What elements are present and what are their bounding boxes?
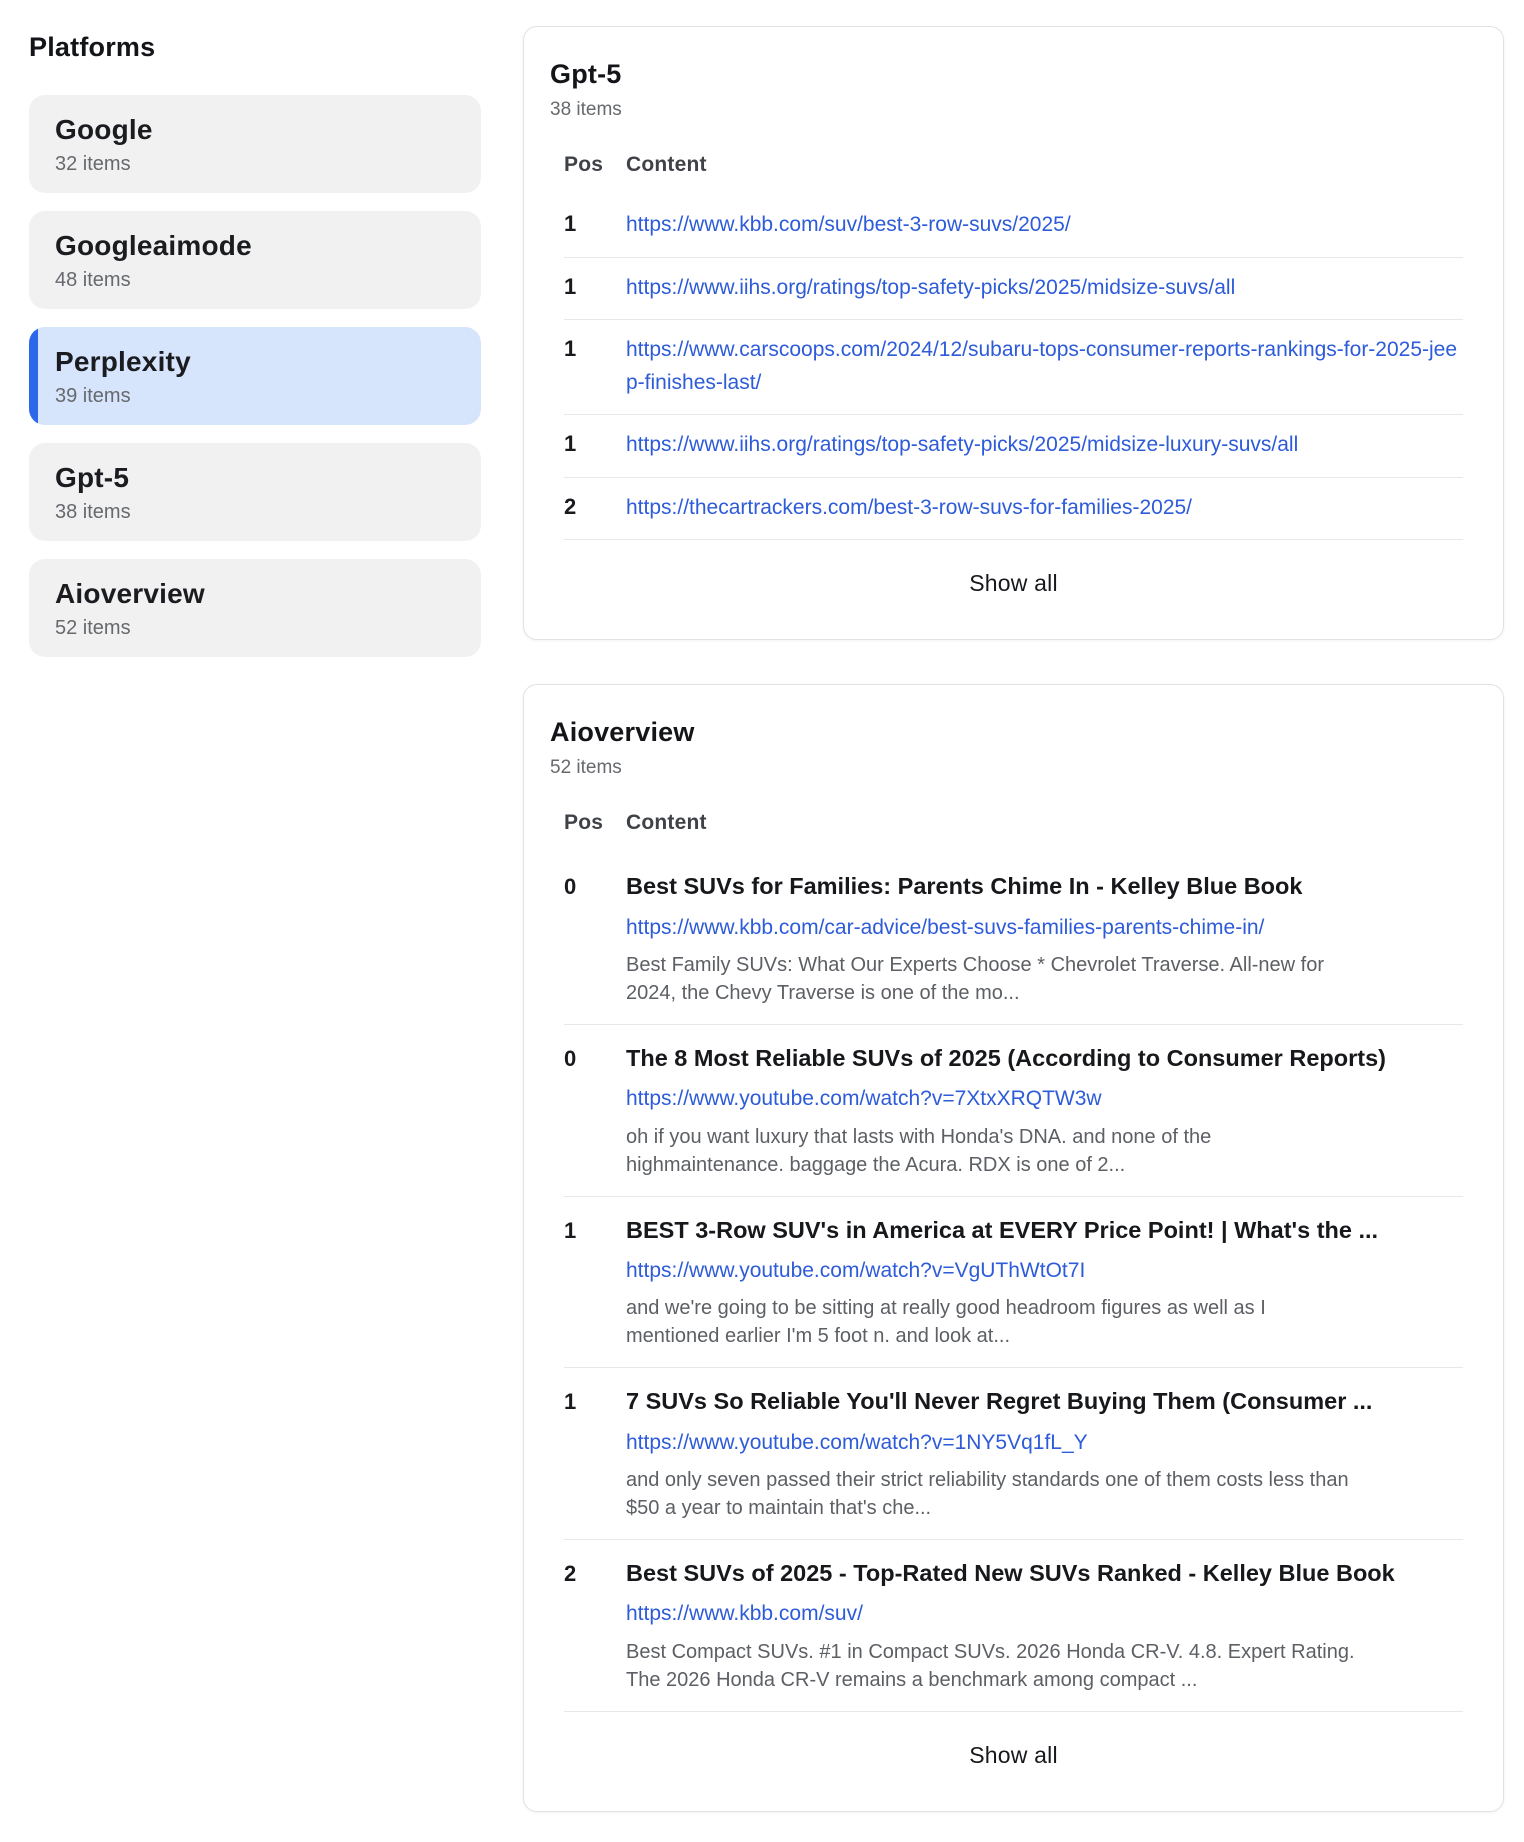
result-link[interactable]: https://www.carscoops.com/2024/12/subaru-tops-consumer-reports-rankings-for-2025-jeep-finishes-last/ bbox=[626, 338, 1458, 394]
platform-count: 32 items bbox=[55, 153, 131, 175]
result-link[interactable]: https://www.iihs.org/ratings/top-safety-picks/2025/midsize-luxury-suvs/all bbox=[626, 433, 1299, 457]
table-header bbox=[564, 811, 1463, 853]
result-snippet: Best Compact SUVs. #1 in Compact SUVs. 2026 Honda CR-V. 4.8. Expert Rating. The 2026 Honda CR-V remains a benchmark among compact ... bbox=[626, 1640, 1355, 1691]
table-row bbox=[564, 258, 1463, 321]
panel-gpt5 bbox=[523, 26, 1504, 640]
selected-accent-bar bbox=[29, 327, 38, 425]
position-value: 1 bbox=[564, 336, 577, 362]
position-value: 1 bbox=[564, 1217, 577, 1243]
position-value: 2 bbox=[564, 493, 577, 519]
panel-title: Aioverview bbox=[550, 717, 695, 748]
platform-count: 39 items bbox=[55, 385, 131, 407]
sidebar-title: Platforms bbox=[29, 32, 156, 62]
column-header-content: Content bbox=[626, 811, 707, 835]
sidebar-item-gpt5[interactable] bbox=[29, 443, 481, 541]
position-value: 0 bbox=[564, 874, 577, 900]
table-row bbox=[564, 1368, 1463, 1540]
sidebar-item-aioverview[interactable] bbox=[29, 559, 481, 657]
table-header bbox=[564, 153, 1463, 195]
table-row bbox=[564, 1540, 1463, 1712]
result-title: Best SUVs for Families: Parents Chime In - Kelley Blue Book bbox=[626, 873, 1303, 900]
column-header-pos: Pos bbox=[564, 153, 604, 176]
result-link[interactable]: https://www.youtube.com/watch?v=1NY5Vq1fL_Y bbox=[626, 1430, 1088, 1454]
result-link[interactable]: https://www.youtube.com/watch?v=7XtxXRQTW3w bbox=[626, 1087, 1102, 1111]
result-snippet: Best Family SUVs: What Our Experts Choose * Chevrolet Traverse. All-new for 2024, the Chevy Traverse is one of the mo... bbox=[626, 953, 1325, 1004]
result-link[interactable]: https://www.kbb.com/suv/best-3-row-suvs/2025/ bbox=[626, 213, 1071, 236]
platform-name: Googleaimode bbox=[55, 230, 252, 261]
result-title: The 8 Most Reliable SUVs of 2025 (According to Consumer Reports) bbox=[626, 1044, 1386, 1071]
result-title: 7 SUVs So Reliable You'll Never Regret Buying Them (Consumer ... bbox=[626, 1388, 1373, 1415]
show-all-button[interactable]: Show all bbox=[550, 540, 1477, 603]
position-value: 2 bbox=[564, 1560, 577, 1586]
result-link[interactable]: https://www.iihs.org/ratings/top-safety-picks/2025/midsize-suvs/all bbox=[626, 275, 1236, 299]
sidebar-item-perplexity[interactable] bbox=[29, 327, 481, 425]
position-value: 1 bbox=[564, 273, 577, 299]
panel-title: Gpt-5 bbox=[550, 59, 622, 89]
column-header-pos: Pos bbox=[564, 811, 604, 835]
platform-name: Google bbox=[55, 114, 153, 145]
platform-name: Perplexity bbox=[55, 346, 191, 377]
main-content bbox=[523, 26, 1504, 1812]
platform-name: Aioverview bbox=[55, 578, 205, 609]
result-snippet: and only seven passed their strict reliability standards one of them costs less than $50 a year to maintain that's che... bbox=[626, 1468, 1349, 1519]
platform-count: 52 items bbox=[55, 617, 131, 639]
result-title: Best SUVs of 2025 - Top-Rated New SUVs Ranked - Kelley Blue Book bbox=[626, 1559, 1395, 1586]
result-link[interactable]: https://www.kbb.com/suv/ bbox=[626, 1602, 863, 1626]
sidebar-item-googleaimode[interactable] bbox=[29, 211, 481, 309]
result-snippet: and we're going to be sitting at really good headroom figures as well as I mentioned earlier I'm 5 foot n. and look at... bbox=[626, 1297, 1266, 1348]
position-value: 1 bbox=[564, 211, 577, 236]
table-row bbox=[564, 195, 1463, 258]
position-value: 1 bbox=[564, 431, 577, 457]
result-link[interactable]: https://thecartrackers.com/best-3-row-suvs-for-families-2025/ bbox=[626, 495, 1193, 519]
panel-count: 38 items bbox=[550, 99, 622, 120]
platform-count: 48 items bbox=[55, 269, 131, 291]
platform-name: Gpt-5 bbox=[55, 462, 130, 493]
result-link[interactable]: https://www.kbb.com/car-advice/best-suvs-families-parents-chime-in/ bbox=[626, 915, 1265, 939]
table-row bbox=[564, 1025, 1463, 1197]
column-header-content: Content bbox=[626, 153, 707, 176]
result-title: BEST 3-Row SUV's in America at EVERY Price Point! | What's the ... bbox=[626, 1216, 1379, 1243]
result-link[interactable]: https://www.youtube.com/watch?v=VgUThWtOt7I bbox=[626, 1259, 1086, 1282]
position-value: 0 bbox=[564, 1045, 577, 1071]
panel-count: 52 items bbox=[550, 757, 622, 779]
result-snippet: oh if you want luxury that lasts with Honda's DNA. and none of the highmaintenance. baggage the Acura. RDX is one of 2... bbox=[626, 1125, 1212, 1176]
sidebar-item-google[interactable] bbox=[29, 95, 481, 193]
platforms-sidebar bbox=[29, 26, 481, 675]
results-table bbox=[550, 811, 1477, 1711]
panel-aioverview bbox=[523, 684, 1504, 1811]
table-row bbox=[564, 478, 1463, 541]
table-row bbox=[564, 853, 1463, 1025]
position-value: 1 bbox=[564, 1389, 577, 1415]
table-row bbox=[564, 1197, 1463, 1369]
platform-count: 38 items bbox=[55, 501, 131, 523]
table-row bbox=[564, 415, 1463, 478]
table-row bbox=[564, 320, 1463, 415]
show-all-button[interactable]: Show all bbox=[550, 1712, 1477, 1775]
results-table bbox=[550, 153, 1477, 540]
